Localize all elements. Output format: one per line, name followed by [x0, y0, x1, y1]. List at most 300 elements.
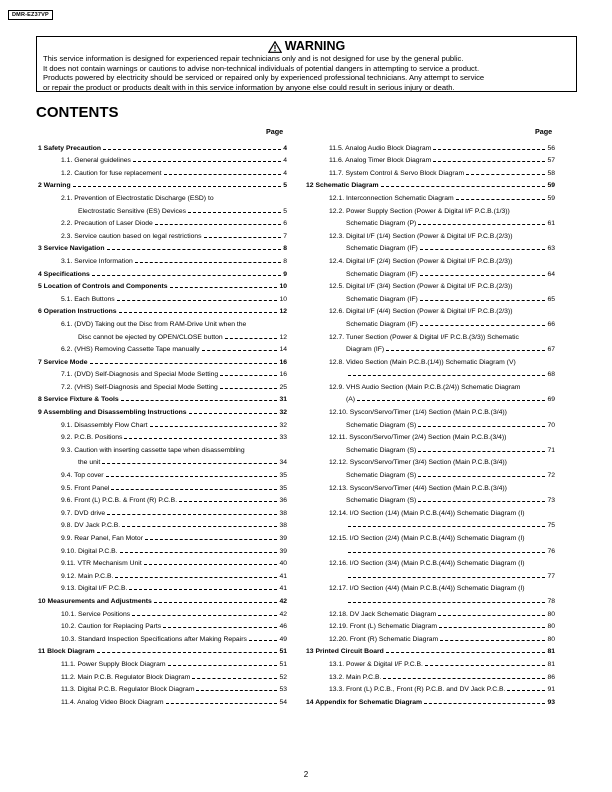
- toc-leader-line: [124, 438, 277, 439]
- toc-leader-line: [386, 350, 545, 351]
- toc-leader-line: [189, 413, 278, 414]
- contents-title: CONTENTS: [36, 104, 119, 121]
- toc-page-number: 4: [283, 169, 287, 177]
- toc-leader-line: [188, 212, 281, 213]
- warning-line: Products powered by electricity should be serviced or repaired only by experienced professional technicians. Any attempt to service: [43, 73, 485, 82]
- toc-page-number: 8: [283, 245, 287, 253]
- toc-entry[interactable]: [38, 543, 287, 556]
- toc-entry-title: 10.2. Caution for Replacing Parts: [61, 623, 162, 631]
- toc-page-number: 51: [279, 648, 287, 656]
- toc-entry-title: 9.13. Digital I/F P.C.B.: [61, 585, 128, 593]
- toc-entry[interactable]: [38, 291, 287, 304]
- warning-triangle-icon: [268, 41, 282, 53]
- toc-page-number: 70: [547, 421, 555, 429]
- toc-leader-line: [106, 476, 278, 477]
- toc-entry[interactable]: [38, 392, 287, 405]
- toc-entry[interactable]: [38, 165, 287, 178]
- toc-leader-line: [102, 463, 277, 464]
- toc-entry[interactable]: [38, 266, 287, 279]
- toc-entry[interactable]: [306, 379, 555, 392]
- toc-entry-title: 12.12. Syscon/Servo/Timer (3/4) Section (Main P.C.B.(3/4)): [329, 459, 507, 467]
- toc-page-number: 86: [547, 673, 555, 681]
- toc-entry-title: 12.8. Video Section (Main P.C.B.(1/4)) Schematic Diagram (V): [329, 358, 516, 366]
- toc-entry[interactable]: [306, 455, 555, 468]
- toc-page-number: 57: [547, 157, 555, 165]
- toc-leader-line: [170, 287, 278, 288]
- toc-entry-title: Schematic Diagram (S): [346, 472, 417, 480]
- toc-entry[interactable]: [306, 505, 555, 518]
- toc-entry[interactable]: [38, 556, 287, 569]
- toc-page-number: 5: [283, 182, 287, 190]
- toc-leader-line: [249, 640, 278, 641]
- toc-entry-title: 12.1. Interconnection Schematic Diagram: [329, 194, 454, 202]
- toc-leader-line: [440, 640, 545, 641]
- toc-entry[interactable]: [38, 304, 287, 317]
- toc-entry[interactable]: [306, 153, 555, 166]
- toc-entry-title: 6.2. (VHS) Removing Cassette Tape manually: [61, 346, 200, 354]
- toc-entry[interactable]: [38, 505, 287, 518]
- toc-entry-title: 9.4. Top cover: [61, 472, 104, 480]
- toc-entry-title: 2 Warning: [38, 182, 71, 190]
- toc-entry-title: 2.2. Precaution of Laser Diode: [61, 220, 153, 228]
- toc-entry-title: 4 Specifications: [38, 270, 90, 278]
- toc-page-number: 14: [279, 346, 287, 354]
- toc-leader-line: [383, 678, 545, 679]
- toc-entry[interactable]: [38, 354, 287, 367]
- toc-entry-title: 12.20. Front (R) Schematic Diagram: [329, 635, 439, 643]
- toc-entry[interactable]: [38, 379, 287, 392]
- toc-entry-title: 1 Safety Precaution: [38, 144, 102, 152]
- toc-entry-title: 3 Service Navigation: [38, 245, 105, 253]
- toc-page-number: 32: [279, 421, 287, 429]
- toc-entry[interactable]: [306, 316, 555, 329]
- toc-page-number: 68: [547, 371, 555, 379]
- toc-entry-title: 12.9. VHS Audio Section (Main P.C.B.(2/4)) Schematic Diagram: [329, 383, 521, 391]
- toc-page-number: 33: [279, 434, 287, 442]
- toc-leader-line: [204, 237, 282, 238]
- toc-entry-title: 9.5. Front Panel: [61, 484, 110, 492]
- toc-page-number: 49: [279, 635, 287, 643]
- toc-page-number: 77: [547, 572, 555, 580]
- toc-entry-title: 12.19. Front (L) Schematic Diagram: [329, 623, 438, 631]
- toc-leader-line: [135, 262, 281, 263]
- toc-page-number: 75: [547, 522, 555, 530]
- toc-leader-line: [166, 703, 278, 704]
- toc-entry-title: 8 Service Fixture & Tools: [38, 396, 119, 404]
- toc-entry[interactable]: [38, 367, 287, 380]
- toc-entry[interactable]: [38, 619, 287, 632]
- toc-leader-line: [418, 224, 545, 225]
- toc-entry-title: 1.1. General guidelines: [61, 157, 131, 165]
- toc-entry[interactable]: [38, 480, 287, 493]
- toc-entry[interactable]: [38, 455, 287, 468]
- toc-entry[interactable]: [306, 329, 555, 342]
- warning-line: It does not contain warnings or cautions to advise non-technical individuals of potential dangers in attempting to service a product.: [43, 63, 480, 73]
- toc-entry[interactable]: [306, 178, 555, 191]
- toc-page-number: 35: [279, 484, 287, 492]
- toc-entry-title: 9.10. Digital P.C.B.: [61, 547, 118, 555]
- toc-entry[interactable]: [306, 291, 555, 304]
- toc-leader-line: [145, 539, 277, 540]
- toc-entry[interactable]: [38, 682, 287, 695]
- toc-entry[interactable]: [38, 228, 287, 241]
- toc-entry-title: 9.7. DVD drive: [61, 509, 106, 517]
- toc-page-number: 4: [283, 157, 287, 165]
- toc-entry-title: 9.1. Disassembly Flow Chart: [61, 421, 148, 429]
- toc-entry-title: 12.7. Tuner Section (Power & Digital I/F P.C.B.(3/3)) Schematic: [329, 333, 519, 341]
- toc-leader-line: [202, 350, 278, 351]
- toc-leader-line: [121, 400, 278, 401]
- toc-leader-line: [117, 300, 278, 301]
- toc-entry-title: 9.6. Front (L) P.C.B. & Front (R) P.C.B.: [61, 497, 178, 505]
- toc-entry[interactable]: [38, 329, 287, 342]
- page-column-header-left: Page: [266, 127, 284, 136]
- toc-entry[interactable]: [38, 203, 287, 216]
- toc-entry[interactable]: [38, 442, 287, 455]
- toc-entry[interactable]: [38, 669, 287, 682]
- toc-page-number: 42: [279, 610, 287, 618]
- toc-leader-line: [348, 602, 545, 603]
- toc-entry[interactable]: [306, 467, 555, 480]
- toc-entry-title: Schematic Diagram (S): [346, 497, 417, 505]
- toc-entry[interactable]: [38, 518, 287, 531]
- toc-page-number: 39: [279, 535, 287, 542]
- toc-leader-line: [418, 426, 545, 427]
- toc-leader-line: [348, 552, 545, 553]
- toc-entry-title: 12.5. Digital I/F (3/4) Section (Power & Digital I/F P.C.B.(2/3)): [329, 283, 513, 291]
- toc-page-number: 61: [547, 220, 555, 228]
- toc-entry[interactable]: [38, 606, 287, 619]
- toc-entry[interactable]: [306, 581, 555, 594]
- toc-entry-title: 9.8. DV Jack P.C.B.: [61, 522, 121, 530]
- toc-entry[interactable]: [38, 417, 287, 430]
- toc-entry[interactable]: [38, 644, 287, 657]
- toc-entry-title: 12.18. DV Jack Schematic Diagram: [329, 610, 437, 618]
- toc-page-number: 32: [279, 409, 287, 417]
- toc-leader-line: [348, 577, 545, 578]
- toc-entry-title: 12.2. Power Supply Section (Power & Digital I/F P.C.B.(1/3)): [329, 207, 510, 215]
- toc-leader-line: [420, 325, 546, 326]
- toc-entry[interactable]: [306, 228, 555, 241]
- toc-leader-line: [119, 312, 278, 313]
- toc-entry[interactable]: [38, 190, 287, 203]
- toc-leader-line: [433, 161, 545, 162]
- toc-entry[interactable]: [38, 404, 287, 417]
- toc-page-number: 6: [283, 220, 287, 228]
- toc-entry-title: 11.7. System Control & Servo Block Diagram: [329, 169, 465, 177]
- toc-entry[interactable]: [306, 279, 555, 292]
- toc-entry-title: 9.11. VTR Mechanism Unit: [61, 560, 142, 568]
- toc-entry[interactable]: [38, 279, 287, 292]
- toc-leader-line: [103, 149, 281, 150]
- page-number: 2: [303, 770, 309, 779]
- toc-entry-title: Schematic Diagram (S): [346, 446, 417, 454]
- toc-leader-line: [420, 275, 546, 276]
- toc-entry[interactable]: [38, 656, 287, 669]
- toc-entry[interactable]: [38, 253, 287, 266]
- toc-page-number: 93: [547, 698, 555, 706]
- toc-page-number: 56: [547, 144, 555, 152]
- toc-entry[interactable]: [306, 165, 555, 178]
- toc-leader-line: [418, 476, 545, 477]
- toc-page-number: 58: [547, 169, 555, 177]
- toc-page-number: 16: [279, 358, 287, 366]
- toc-entry[interactable]: [306, 392, 555, 405]
- toc-leader-line: [150, 426, 278, 427]
- toc-page-number: 64: [547, 270, 555, 278]
- warning-title: [43, 39, 570, 54]
- toc-entry[interactable]: [306, 656, 555, 669]
- toc-leader-line: [386, 652, 546, 653]
- toc-entry[interactable]: [306, 480, 555, 493]
- toc-leader-line: [122, 526, 277, 527]
- toc-leader-line: [424, 703, 545, 704]
- toc-page-number: 63: [547, 245, 555, 253]
- toc-entry-title: Diagram (IF): [346, 346, 385, 354]
- toc-entry-title: 12.3. Digital I/F (1/4) Section (Power & Digital I/F P.C.B.(2/3)): [329, 232, 513, 240]
- toc-entry-title: 13 Printed Circuit Board: [306, 648, 384, 656]
- toc-entry[interactable]: [306, 606, 555, 619]
- toc-page-number: 41: [279, 572, 287, 580]
- toc-entry[interactable]: [306, 190, 555, 203]
- toc-entry-title: 5.1. Each Buttons: [61, 295, 115, 303]
- toc-entry[interactable]: [38, 581, 287, 594]
- toc-entry[interactable]: [306, 367, 555, 380]
- toc-entry[interactable]: [306, 530, 555, 543]
- toc-entry-title: 12.14. I/O Section (1/4) (Main P.C.B.(4/4)) Schematic Diagram (I): [329, 509, 525, 517]
- toc-leader-line: [154, 602, 278, 603]
- toc-page-number: 9: [283, 270, 287, 278]
- toc-entry-title: 9.9. Rear Panel, Fan Motor: [61, 535, 143, 542]
- toc-entry[interactable]: [306, 493, 555, 506]
- toc-page-number: 78: [547, 597, 555, 605]
- toc-entry-title: 9 Assembling and Disassembling Instructions: [38, 409, 187, 417]
- toc-entry-title: 2.1. Prevention of Electrostatic Discharge (ESD) to: [61, 194, 214, 202]
- toc-leader-line: [107, 249, 282, 250]
- warning-text: [43, 54, 570, 92]
- toc-page-number: 36: [279, 497, 287, 505]
- toc-entry-title: 10.1. Service Positions: [61, 610, 131, 618]
- toc-entry-title: 2.3. Service caution based on legal restrictions: [61, 232, 202, 240]
- toc-page-number: 4: [283, 144, 287, 152]
- toc-page-number: 59: [547, 194, 555, 202]
- toc-leader-line: [97, 652, 278, 653]
- toc-entry-title: 6.1. (DVD) Taking out the Disc from RAM-Drive Unit when the: [61, 320, 247, 328]
- toc-leader-line: [357, 400, 545, 401]
- toc-entry[interactable]: [306, 430, 555, 443]
- toc-entry[interactable]: [38, 430, 287, 443]
- toc-entry[interactable]: [38, 631, 287, 644]
- toc-entry[interactable]: [306, 669, 555, 682]
- toc-entry-title: 11.4. Analog Video Block Diagram: [61, 698, 164, 706]
- toc-leader-line: [220, 388, 278, 389]
- toc-page-number: 59: [547, 182, 555, 190]
- toc-entry-title: Schematic Diagram (P): [346, 220, 417, 228]
- toc-entry-title: 9.3. Caution with inserting cassette tape when disassembling: [61, 446, 245, 454]
- toc-page-number: 41: [279, 585, 287, 593]
- toc-leader-line: [220, 375, 277, 376]
- toc-entry[interactable]: [306, 593, 555, 606]
- toc-page-number: 81: [547, 648, 555, 656]
- toc-entry[interactable]: [38, 530, 287, 543]
- toc-entry-title: 7.1. (DVD) Self-Diagnosis and Special Mode Setting: [61, 371, 219, 379]
- toc-leader-line: [164, 174, 282, 175]
- toc-entry[interactable]: [306, 442, 555, 455]
- toc-entry-title: Electrostatic Sensitive (ES) Devices: [78, 207, 187, 215]
- toc-entry[interactable]: [38, 316, 287, 329]
- toc-leader-line: [196, 690, 277, 691]
- toc-entry-title: 10.3. Standard Inspection Specifications after Making Repairs: [61, 635, 247, 643]
- toc-entry[interactable]: [306, 543, 555, 556]
- toc-entry-title: 12.4. Digital I/F (2/4) Section (Power & Digital I/F P.C.B.(2/3)): [329, 257, 513, 265]
- toc-leader-line: [90, 363, 278, 364]
- toc-leader-line: [192, 678, 277, 679]
- toc-leader-line: [507, 690, 545, 691]
- toc-leader-line: [144, 564, 278, 565]
- toc-page-number: 34: [279, 459, 287, 467]
- toc-entry-title: (A): [346, 396, 356, 404]
- warning-line: or repair the product or products dealt with in this service information by anyone else could result in serious injury or death.: [43, 82, 455, 92]
- toc-entry[interactable]: [306, 203, 555, 216]
- toc-entry[interactable]: [306, 682, 555, 695]
- toc-entry-title: 12.10. Syscon/Servo/Timer (1/4) Section (Main P.C.B.(3/4)): [329, 409, 507, 417]
- toc-entry[interactable]: [38, 493, 287, 506]
- toc-entry[interactable]: [306, 417, 555, 430]
- toc-page-number: 72: [547, 472, 555, 480]
- toc-leader-line: [439, 627, 545, 628]
- toc-entry[interactable]: [38, 342, 287, 355]
- toc-entry[interactable]: [306, 694, 555, 707]
- toc-entry[interactable]: [306, 354, 555, 367]
- toc-entry[interactable]: [306, 140, 555, 153]
- toc-entry[interactable]: [38, 568, 287, 581]
- toc-entry[interactable]: [306, 253, 555, 266]
- toc-entry[interactable]: [38, 694, 287, 707]
- toc-page-number: 69: [547, 396, 555, 404]
- toc-page-number: 25: [279, 383, 287, 391]
- toc-entry[interactable]: [306, 631, 555, 644]
- toc-entry-title: 12.13. Syscon/Servo/Timer (4/4) Section (Main P.C.B.(3/4)): [329, 484, 507, 492]
- toc-page-number: 73: [547, 497, 555, 505]
- toc-entry-title: the unit: [78, 459, 101, 467]
- toc-page-number: 40: [279, 560, 287, 568]
- toc-entry[interactable]: [38, 140, 287, 153]
- warning-box: [36, 36, 577, 92]
- toc-entry-title: 13.3. Front (L) P.C.B., Front (R) P.C.B. and DV Jack P.C.B.: [329, 686, 506, 694]
- toc-page-number: 39: [279, 547, 287, 555]
- toc-page-number: 38: [279, 522, 287, 530]
- toc-leader-line: [111, 489, 277, 490]
- toc-entry-title: 11.2. Main P.C.B. Regulator Block Diagram: [61, 673, 191, 681]
- toc-entry-title: Schematic Diagram (IF): [346, 320, 418, 328]
- toc-entry[interactable]: [306, 518, 555, 531]
- model-label: DMR-EZ37VP: [8, 10, 53, 20]
- toc-entry-title: 11.5. Analog Audio Block Diagram: [329, 144, 432, 152]
- toc-entry-title: 3.1. Service Information: [61, 257, 133, 265]
- toc-leader-line: [425, 665, 545, 666]
- toc-page-number: 5: [283, 207, 287, 215]
- toc-leader-line: [418, 501, 545, 502]
- warning-line: This service information is designed for experienced repair technicians only and is not designed for use by the general public.: [43, 54, 464, 63]
- toc-entry[interactable]: [38, 178, 287, 191]
- toc-page-number: 10: [279, 295, 287, 303]
- toc-leader-line: [381, 186, 546, 187]
- toc-leader-line: [420, 300, 546, 301]
- toc-leader-line: [348, 375, 545, 376]
- toc-entry-title: 10 Measurements and Adjustments: [38, 597, 152, 605]
- toc-entry[interactable]: [38, 153, 287, 166]
- toc-page-number: 65: [547, 295, 555, 303]
- toc-page-number: 81: [547, 660, 555, 668]
- toc-entry-title: 9.12. Main P.C.B.: [61, 572, 114, 580]
- toc-entry-title: Schematic Diagram (IF): [346, 295, 418, 303]
- toc-page-number: 53: [279, 686, 287, 694]
- toc-page-number: 80: [547, 623, 555, 631]
- toc-page-number: 12: [279, 308, 287, 316]
- toc-page-number: 12: [279, 333, 287, 341]
- toc-leader-line: [418, 451, 545, 452]
- toc-entry-title: 11.1. Power Supply Block Diagram: [61, 660, 166, 668]
- toc-entry[interactable]: [38, 241, 287, 254]
- toc-entry[interactable]: [306, 342, 555, 355]
- toc-entry-title: Disc cannot be ejected by OPEN/CLOSE button: [78, 333, 223, 341]
- toc-page-number: 38: [279, 509, 287, 517]
- toc-leader-line: [107, 514, 277, 515]
- toc-leader-line: [163, 627, 277, 628]
- toc-page-number: 80: [547, 635, 555, 643]
- toc-entry-title: 12.16. I/O Section (3/4) (Main P.C.B.(4/4)) Schematic Diagram (I): [329, 560, 525, 568]
- toc-entry[interactable]: [38, 216, 287, 229]
- toc-entry[interactable]: [306, 556, 555, 569]
- toc-entry-title: 12 Schematic Diagram: [306, 182, 379, 190]
- toc-entry-title: 13.2. Main P.C.B.: [329, 673, 382, 681]
- toc-entry-title: 12.15. I/O Section (2/4) (Main P.C.B.(4/4)) Schematic Diagram (I): [329, 535, 525, 542]
- toc-entry[interactable]: [306, 404, 555, 417]
- toc-entry-title: 7 Service Mode: [38, 358, 88, 366]
- toc-leader-line: [420, 249, 546, 250]
- toc-page-number: 80: [547, 610, 555, 618]
- toc-entry[interactable]: [38, 467, 287, 480]
- toc-entry-title: 9.2. P.C.B. Positions: [61, 434, 123, 442]
- toc-entry-title: Schematic Diagram (S): [346, 421, 417, 429]
- toc-entry[interactable]: [306, 241, 555, 254]
- toc-leader-line: [155, 224, 281, 225]
- toc-leader-line: [129, 589, 277, 590]
- toc-entry[interactable]: [306, 644, 555, 657]
- toc-leader-line: [179, 501, 277, 502]
- toc-leader-line: [92, 275, 281, 276]
- toc-entry[interactable]: [306, 568, 555, 581]
- toc-entry-title: 13.1. Power & Digital I/F P.C.B.: [329, 660, 423, 668]
- toc-leader-line: [73, 186, 282, 187]
- toc-leader-line: [168, 665, 278, 666]
- toc-page-number: 31: [279, 396, 287, 404]
- toc-page-number: 35: [279, 472, 287, 480]
- toc-entry[interactable]: [38, 593, 287, 606]
- toc-entry-title: Schematic Diagram (IF): [346, 270, 418, 278]
- toc-entry[interactable]: [306, 216, 555, 229]
- toc-entry[interactable]: [306, 266, 555, 279]
- toc-entry-title: 6 Operation Instructions: [38, 308, 117, 316]
- toc-entry-title: 1.2. Caution for fuse replacement: [61, 169, 162, 177]
- toc-entry[interactable]: [306, 304, 555, 317]
- toc-page-number: 54: [279, 698, 287, 706]
- toc-leader-line: [115, 577, 277, 578]
- toc-entry-title: 12.6. Digital I/F (4/4) Section (Power & Digital I/F P.C.B.(2/3)): [329, 308, 513, 316]
- toc-page-number: 91: [547, 686, 555, 694]
- warning-title-text: WARNING: [284, 39, 346, 53]
- toc-entry[interactable]: [306, 619, 555, 632]
